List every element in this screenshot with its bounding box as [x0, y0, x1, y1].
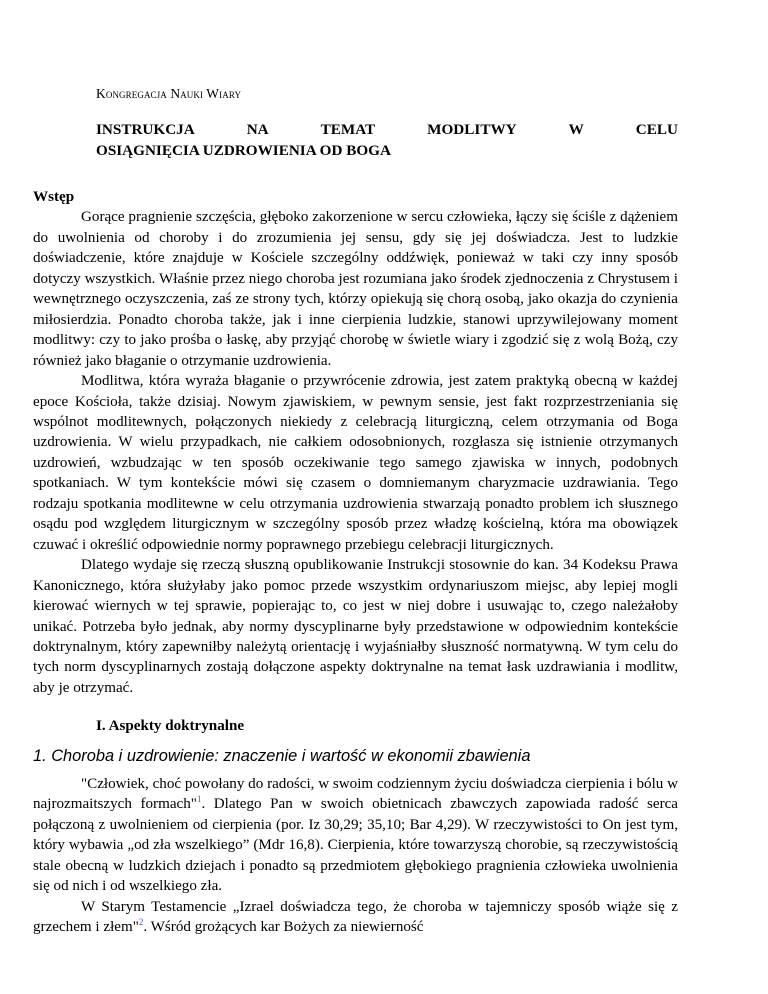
title-word: TEMAT	[320, 121, 376, 138]
document-body	[33, 187, 678, 937]
intro-heading: Wstęp	[33, 189, 75, 205]
title-word: CELU	[635, 121, 678, 138]
intro-paragraph: Gorące pragnienie szczęścia, głęboko zakorzenione w sercu człowieka, łączy się ściśle z dążeniem do uwolnienia od choroby i do zrozumienia jej sensu, gdy się jej doświadcza. Jest to ludzkie doświadczenie, które znajduje w Kościele szczególny oddźwięk, ponieważ w taki czy inny sposób dotyczy wszystkich. Właśnie przez niego choroba jest rozumiana jako środek zjednoczenia z Chrystusem i wewnętrznego oczyszczenia, zaś ze strony tych, którzy opiekują się chorą osobą, jako okazja do czynienia miłosierdzia. Ponadto choroba także, jak i inne cierpienia ludzkie, stanowi uprzywilejowany moment modlitwy: czy to jako prośba o łaskę, aby przyjąć chorobę w świetle wiary i zgodzić się z wolą Bożą, czy również jako błaganie o otrzymanie uzdrowienia.	[33, 209, 678, 369]
title-word: W	[568, 121, 584, 138]
paragraph-text: . Dlatego Pan w swoich obietnicach zbawczych zapowiada radość serca połączoną z uwolnieniem od cierpienia (por. Iz 30,29; 35,10; Bar 4,29). W rzeczywistości to On jest tym, który wybawia „od zła wszelkiego” (Mdr 16,8). Cierpienia, które towarzyszą chorobie, są rzeczywistością stale obecną w ludzkich dziejach i ponadto są przedmiotem głębokiego pragnienia człowieka uwolnienia się od nich i od wszelkiego zła.	[33, 796, 678, 895]
organization: Kongregacja Nauki Wiary	[96, 86, 242, 101]
intro-paragraph: Dlatego wydaje się rzeczą słuszną opublikowanie Instrukcji stosownie do kan. 34 Kodeksu Prawa Kanonicznego, która służyłaby jako pomoc przede wszystkim ordynariuszom miejsc, aby lepiej mogli kierować wiernych w tej sprawie, popierając to, co jest w niej dobre i usuwając to, czego należałoby unikać. Potrzeba było jednak, aby normy dyscyplinarne były przedstawione w odpowiednim kontekście doktrynalnym, który zapewniłby należytą orientację i wyjaśniałby słuszność normatywną. W tym celu do tych norm dyscyplinarnych zostają dołączone aspekty doktrynalne na temat łask uzdrawiania i modlitw, aby je otrzymać.	[33, 557, 678, 696]
body-paragraph	[33, 897, 678, 938]
paragraph-text: "Człowiek, choć powołany do radości, w swoim codziennym życiu doświadcza cierpienia i bólu w najrozmaitszych formach"	[33, 775, 678, 813]
document-title	[96, 119, 678, 161]
intro-paragraph: Modlitwa, która wyraża błaganie o przywrócenie zdrowia, jest zatem praktyką obecną w każdej epoce Kościoła, także dzisiaj. Nowym zjawiskiem, w pewnym sensie, jest fakt rozprzestrzeniania się wspólnot modlitewnych, połączonych niekiedy z celebracją liturgiczną, celem otrzymania od Boga uzdrowienia. W wielu przypadkach, nie całkiem odosobnionych, rozgłasza się istnienie otrzymanych uzdrowień, wzbudzając w ten sposób oczekiwanie tego samego zjawiska w innych, podobnych spotkaniach. W tym kontekście mówi się czasem o domniemanym charyzmacie uzdrawiania. Tego rodzaju spotkania modlitewne w celu otrzymania uzdrowienia stwarzają ponadto problem ich słusznego osądu pod względem liturgicznym w szczególny sposób przez władzę kościelną, która ma obowiązek czuwać i określić odpowiednie normy poprawnego przebiegu celebracji liturgicznych.	[33, 373, 678, 553]
title-word: INSTRUKCJA	[96, 121, 195, 138]
footnote-link[interactable]: 1	[196, 794, 202, 805]
body-paragraph	[33, 774, 678, 897]
title-line-1	[96, 119, 678, 140]
subsection-heading: 1. Choroba i uzdrowienie: znaczenie i wartość w ekonomii zbawienia	[33, 747, 531, 766]
paragraph-text: W Starym Testamencie „Izrael doświadcza tego, że choroba w tajemniczy sposób wiąże się z grzechem i złem"	[33, 898, 678, 935]
title-word: MODLITWY	[427, 121, 517, 138]
footnote-link[interactable]: 2	[138, 916, 144, 927]
title-line-2: OSIĄGNIĘCIA UZDROWIENIA OD BOGA	[96, 142, 391, 159]
section-heading: I. Aspekty doktrynalne	[96, 718, 245, 735]
title-word: NA	[246, 121, 269, 138]
paragraph-text: . Wśród grożących kar Bożych za niewierność	[143, 918, 424, 935]
